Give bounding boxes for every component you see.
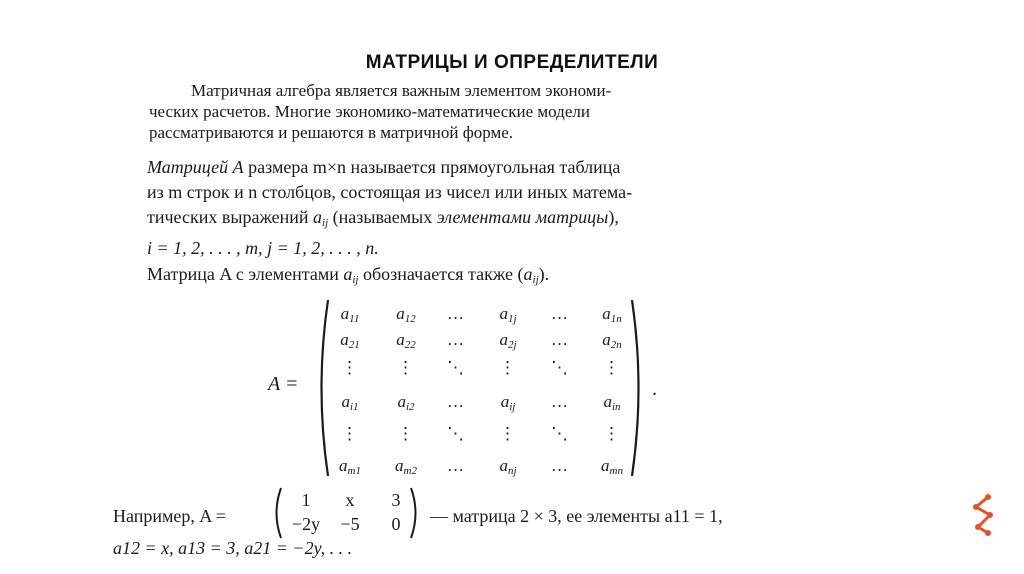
- matrix-cell-r3-c3: $a_{ij}$: [500, 392, 516, 413]
- example-cell-r1-c0: −2y: [291, 514, 321, 534]
- matrix-cell-r1-c2: …: [447, 330, 465, 349]
- example-cell-r0-c1: x: [345, 490, 355, 510]
- example-suffix: — матрица 2 × 3, ее элементы a11 = 1,: [430, 506, 723, 526]
- example-cell-r1-c1: −5: [340, 514, 360, 534]
- example-cell-r1-c2: 0: [391, 514, 401, 534]
- intro-line-3: рассматриваются и решаются в матричной форме.: [149, 123, 514, 142]
- matrix-period: .: [652, 378, 657, 400]
- matrix-cell-r0-c5: $a_{1n}$: [602, 304, 622, 325]
- definition-line-3a: тических выражений: [147, 207, 314, 227]
- notation-sub2: ij: [532, 274, 539, 286]
- matrix-cell-r2-c0: ⋮: [341, 358, 359, 377]
- matrix-right-bracket: [628, 298, 648, 478]
- element-var: a: [313, 207, 323, 227]
- notation-line: [147, 264, 549, 291]
- matrix-cell-r0-c1: $a_{12}$: [396, 304, 416, 325]
- matrix-cell-r5-c0: $a_{m1}$: [339, 456, 361, 477]
- matrix-cell-r4-c3: ⋮: [499, 424, 517, 443]
- matrix-cell-r3-c2: …: [447, 392, 465, 411]
- matrix-cell-r4-c4: ⋱: [551, 424, 569, 443]
- matrix-cell-r0-c4: …: [551, 304, 569, 323]
- matrix-cell-r4-c1: ⋮: [397, 424, 415, 443]
- notation-a: Матрица A с элементами: [147, 264, 344, 284]
- matrix-cell-r1-c5: $a_{2n}$: [602, 330, 622, 351]
- definition-term: Матрицей A: [147, 157, 244, 177]
- matrix-cell-r5-c3: $a_{nj}$: [499, 456, 517, 477]
- element-sub: ij: [322, 217, 329, 229]
- example-prefix: Например, A =: [113, 506, 227, 526]
- matrix-cell-r2-c4: ⋱: [551, 358, 569, 377]
- matrix-cell-r0-c0: $a_{11}$: [340, 304, 360, 325]
- matrix-cell-r5-c2: …: [447, 456, 465, 475]
- example-line-1: [113, 506, 226, 527]
- matrix-cell-r5-c5: $a_{mn}$: [601, 456, 623, 477]
- notation-sub: ij: [352, 274, 359, 286]
- definition-line-1: размера m×n называется прямоугольная таблица: [243, 157, 621, 177]
- matrix-cell-r3-c0: $a_{i1}$: [341, 392, 359, 413]
- definition-line-4: i = 1, 2, . . . , m, j = 1, 2, . . . , n.: [147, 238, 379, 258]
- matrix-cell-r5-c1: $a_{m2}$: [395, 456, 417, 477]
- matrix-cell-r1-c1: $a_{22}$: [396, 330, 416, 351]
- definition-emphasis: элементами матрицы: [436, 207, 609, 227]
- example-cell-r0-c2: 3: [391, 490, 401, 510]
- example-line-2: a12 = x, a13 = 3, a21 = −2y, . . .: [113, 538, 353, 558]
- definition-line-3b: (называемых: [328, 207, 437, 227]
- notation-var2: a: [523, 264, 533, 284]
- matrix-cell-r3-c1: $a_{i2}$: [397, 392, 415, 413]
- logo-icon: [966, 493, 1000, 537]
- example-left-bracket: [270, 486, 284, 540]
- matrix-cell-r4-c2: ⋱: [447, 424, 465, 443]
- matrix-cell-r2-c1: ⋮: [397, 358, 415, 377]
- slide-title: МАТРИЦЫ И ОПРЕДЕЛИТЕЛИ: [365, 52, 659, 73]
- notation-c: ).: [538, 264, 550, 284]
- matrix-cell-r1-c3: $a_{2j}$: [499, 330, 517, 351]
- notation-var: a: [343, 264, 353, 284]
- matrix-cell-r0-c2: …: [447, 304, 465, 323]
- definition-line-3c: ),: [608, 207, 619, 227]
- matrix-cell-r3-c4: …: [551, 392, 569, 411]
- matrix-cell-r1-c0: $a_{21}$: [340, 330, 360, 351]
- notation-b: обозначается также (: [358, 264, 524, 284]
- matrix-cell-r2-c2: ⋱: [447, 358, 465, 377]
- intro-line-1: Матричная алгебра является важным элементом экономи-: [191, 81, 612, 100]
- matrix-cell-r0-c3: $a_{1j}$: [499, 304, 517, 325]
- intro-line-2: ческих расчетов. Многие экономико-математические модели: [149, 102, 590, 121]
- matrix-label: A =: [268, 373, 299, 395]
- matrix-cell-r3-c5: $a_{in}$: [603, 392, 621, 413]
- matrix-cell-r4-c5: ⋮: [603, 424, 621, 443]
- matrix-cell-r5-c4: …: [551, 456, 569, 475]
- example-cell-r0-c0: 1: [301, 490, 311, 510]
- matrix-left-bracket: [312, 298, 332, 478]
- matrix-cell-r2-c3: ⋮: [499, 358, 517, 377]
- matrix-cell-r4-c0: ⋮: [341, 424, 359, 443]
- intro-paragraph: [149, 80, 749, 143]
- definition-paragraph: [147, 155, 757, 261]
- matrix-cell-r1-c4: …: [551, 330, 569, 349]
- matrix-cell-r2-c5: ⋮: [603, 358, 621, 377]
- definition-line-2: из m строк и n столбцов, состоящая из чисел или иных матема-: [147, 182, 633, 202]
